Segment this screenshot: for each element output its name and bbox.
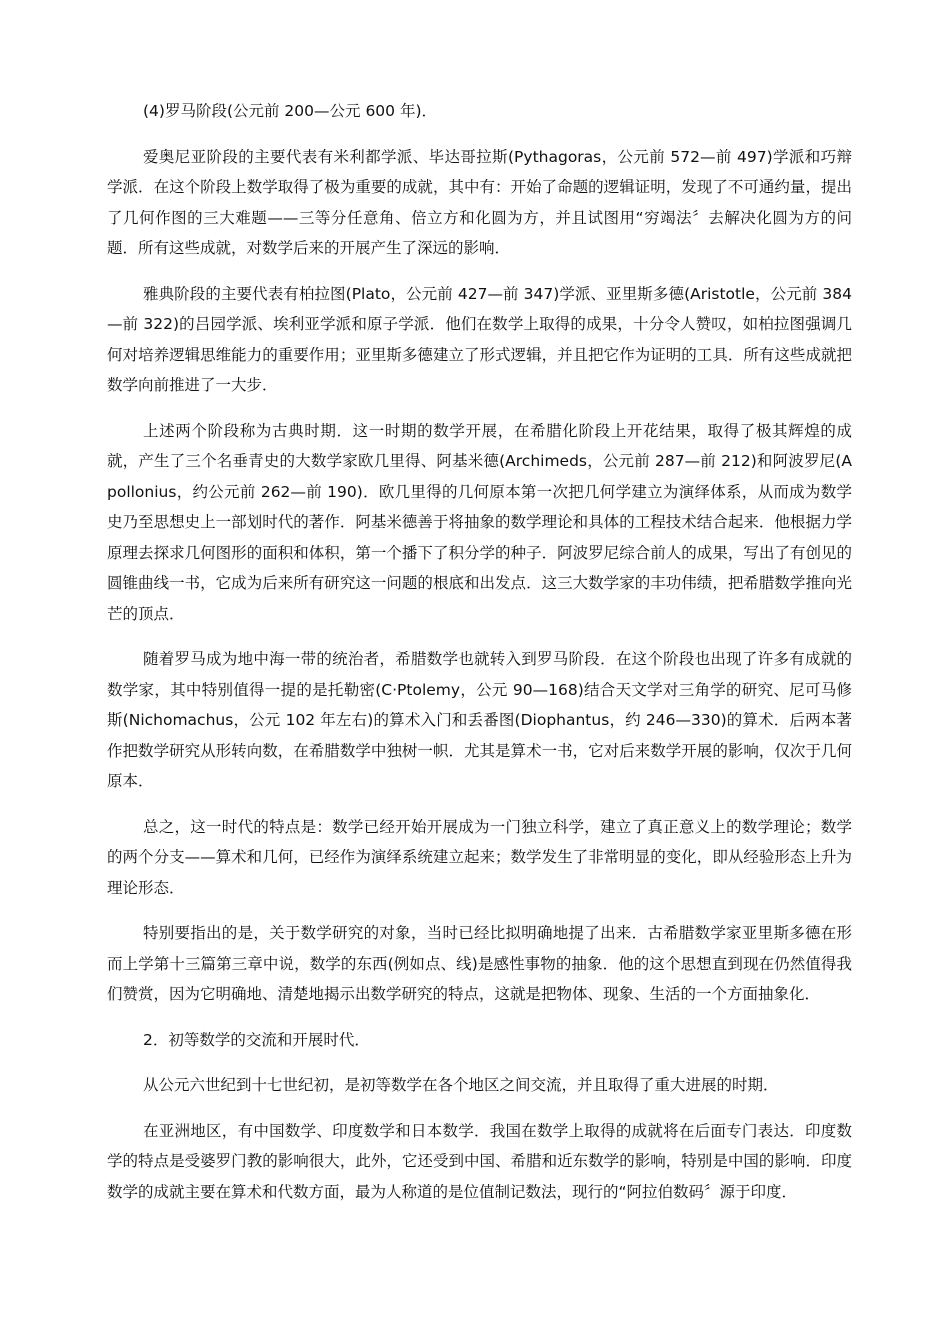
- section-heading-elementary-math: 2．初等数学的交流和开展时代．: [143, 1030, 370, 1049]
- paragraph-athens-stage: 雅典阶段的主要代表有柏拉图(Plato，公元前 427—前 347)学派、亚里斯多德(Aristotle，公元前 384—前 322)的吕园学派、埃利亚学派和原子学派．他们在数学上取得的成果，十分令人赞叹，如柏拉图强调几何对培养逻辑思维能力的重要作用；亚里斯多德建立了形式逻辑，并且把它作为证明的工具．所有这些成就把数学向前推进了一大步．: [107, 284, 852, 394]
- document-page: [107, 96, 852, 1222]
- paragraph-roman-period: 随着罗马成为地中海一带的统治者，希腊数学也就转入到罗马阶段．在这个阶段也出现了许多有成就的数学家，其中特别值得一提的是托勒密(C·Ptolemy，公元 90—168)结合天文学对三角学的研究、尼可马修斯(Nichomachus，公元 102 年左右)的算术入门和丢番图(Diophantus，约 246—330)的算术．后两本著作把数学研究从形转向数，在希腊数学中独树一帜．尤其是算术一书，它对后来数学开展的影响，仅次于几何原本．: [107, 650, 852, 790]
- paragraph-sixth-to-seventeenth-century: 从公元六世纪到十七世纪初，是初等数学在各个地区之间交流，并且取得了重大进展的时期．: [143, 1076, 779, 1094]
- paragraph-roman-stage: (4)罗马阶段(公元前 200—公元 600 年)．: [143, 102, 438, 120]
- paragraph-ionian-stage: 爱奥尼亚阶段的主要代表有米利都学派、毕达哥拉斯(Pythagoras，公元前 572—前 497)学派和巧辩学派．在这个阶段上数学取得了极为重要的成就，其中有：开始了命题的逻辑证明，发现了不可通约量，提出了几何作图的三大难题——三等分任意角、倍立方和化圆为方，并且试图用“穷竭法〞去解决化圆为方的问题．所有这些成就，对数学后来的开展产生了深远的影响．: [107, 147, 852, 257]
- paragraph-summary: 总之，这一时代的特点是：数学已经开始开展成为一门独立科学，建立了真正意义上的数学理论；数学的两个分支——算术和几何，已经作为演绎系统建立起来；数学发生了非常明显的变化，即从经验形态上升为理论形态．: [107, 817, 852, 897]
- paragraph-asia-region: 在亚洲地区，有中国数学、印度数学和日本数学．我国在数学上取得的成就将在后面专门表达．印度数学的特点是受婆罗门教的影响很大，此外，它还受到中国、希腊和近东数学的影响，特别是中国的影响．印度数学的成就主要在算术和代数方面，最为人称道的是位值制记数法，现行的“阿拉伯数码〞源于印度．: [107, 1121, 852, 1201]
- paragraph-classical-period: 上述两个阶段称为古典时期．这一时期的数学开展，在希腊化阶段上开花结果，取得了极其辉煌的成就，产生了三个名垂青史的大数学家欧几里得、阿基米德(Archimeds，公元前 287—前 212)和阿波罗尼(Apollonius，约公元前 262—前 190)．欧几里得的几何原本第一次把几何学建立为演绎体系，从而成为数学史乃至思想史上一部划时代的著作．阿基米德善于将抽象的数学理论和具体的工程技术结合起来．他根据力学原理去探求几何图形的面积和体积，第一个播下了积分学的种子．阿波罗尼综合前人的成果，写出了有创见的圆锥曲线一书，它成为后来所有研究这一问题的根底和出发点．这三大数学家的丰功伟绩，把希腊数学推向光芒的顶点．: [107, 421, 852, 623]
- paragraph-research-object: 特别要指出的是，关于数学研究的对象，当时已经比拟明确地提了出来．古希腊数学家亚里斯多德在形而上学第十三篇第三章中说，数学的东西(例如点、线)是感性事物的抽象．他的这个思想直到现在仍然值得我们赞赏，因为它明确地、清楚地揭示出数学研究的特点，这就是把物体、现象、生活的一个方面抽象化．: [107, 924, 852, 1003]
